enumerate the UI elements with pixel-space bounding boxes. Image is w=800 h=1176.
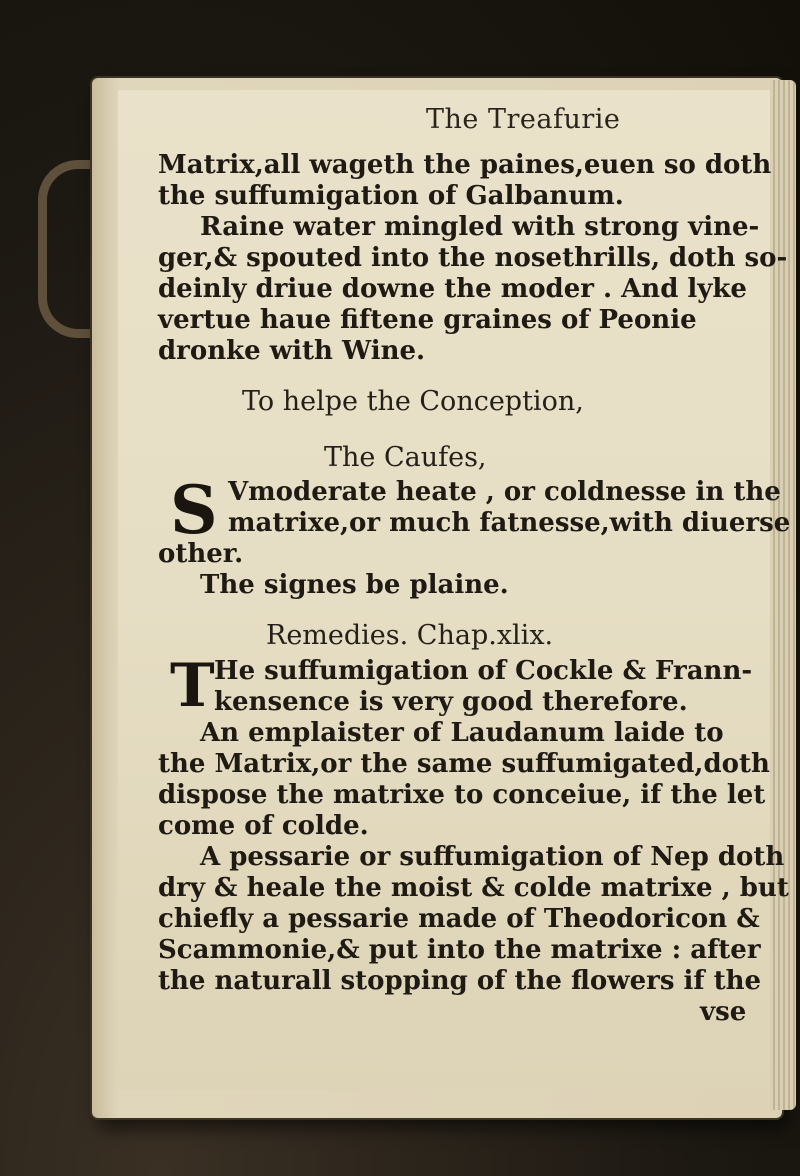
text-line: ger,& spouted into the nosethrills, doth so- — [158, 243, 788, 273]
text-line: Matrix,all wageth the paines,euen so doth — [158, 150, 772, 180]
causes-heading: The Caufes, — [324, 442, 487, 473]
text-line: chiefly a pessarie made of Theodoricon & — [158, 904, 760, 934]
text-line: other. — [158, 539, 244, 569]
text-line: An emplaister of Laudanum laide to — [200, 718, 724, 748]
text-line: come of colde. — [158, 811, 369, 841]
drop-cap: T — [170, 651, 215, 721]
text-line: dry & heale the moist & colde matrixe , but — [158, 873, 789, 903]
text-line: kensence is very good therefore. — [214, 687, 688, 717]
text-line: vertue haue fiftene graines of Peonie — [158, 305, 697, 335]
text-line: A pessarie or suffumigation of Nep doth — [200, 842, 785, 872]
text-line: Raine water mingled with strong vine- — [200, 212, 760, 242]
text-line: dispose the matrixe to conceiue, if the let — [158, 780, 766, 810]
text-line: deinly driue downe the moder . And lyke — [158, 274, 747, 304]
text-line: the naturall stopping of the flowers if the — [158, 966, 762, 996]
running-head: The Treafurie — [426, 104, 621, 135]
text-line: Scammonie,& put into the matrixe : after — [158, 935, 761, 965]
text-line: Vmoderate heate , or coldnesse in the — [228, 477, 781, 507]
page-edges — [770, 80, 796, 1110]
section-title: To helpe the Conception, — [242, 386, 584, 417]
text-line: matrixe,or much fatnesse,with diuerse — [228, 508, 791, 538]
drop-cap: S — [170, 471, 218, 549]
text-line: dronke with Wine. — [158, 336, 426, 366]
text-line: the Matrix,or the same suffumigated,doth — [158, 749, 770, 779]
text-line: the suffumigation of Galbanum. — [158, 181, 624, 211]
remedies-heading: Remedies. Chap.xlix. — [266, 620, 554, 651]
text-line: The signes be plaine. — [200, 570, 509, 600]
catchword: vse — [700, 997, 747, 1027]
text-line: He suffumigation of Cockle & Frann- — [214, 656, 753, 686]
